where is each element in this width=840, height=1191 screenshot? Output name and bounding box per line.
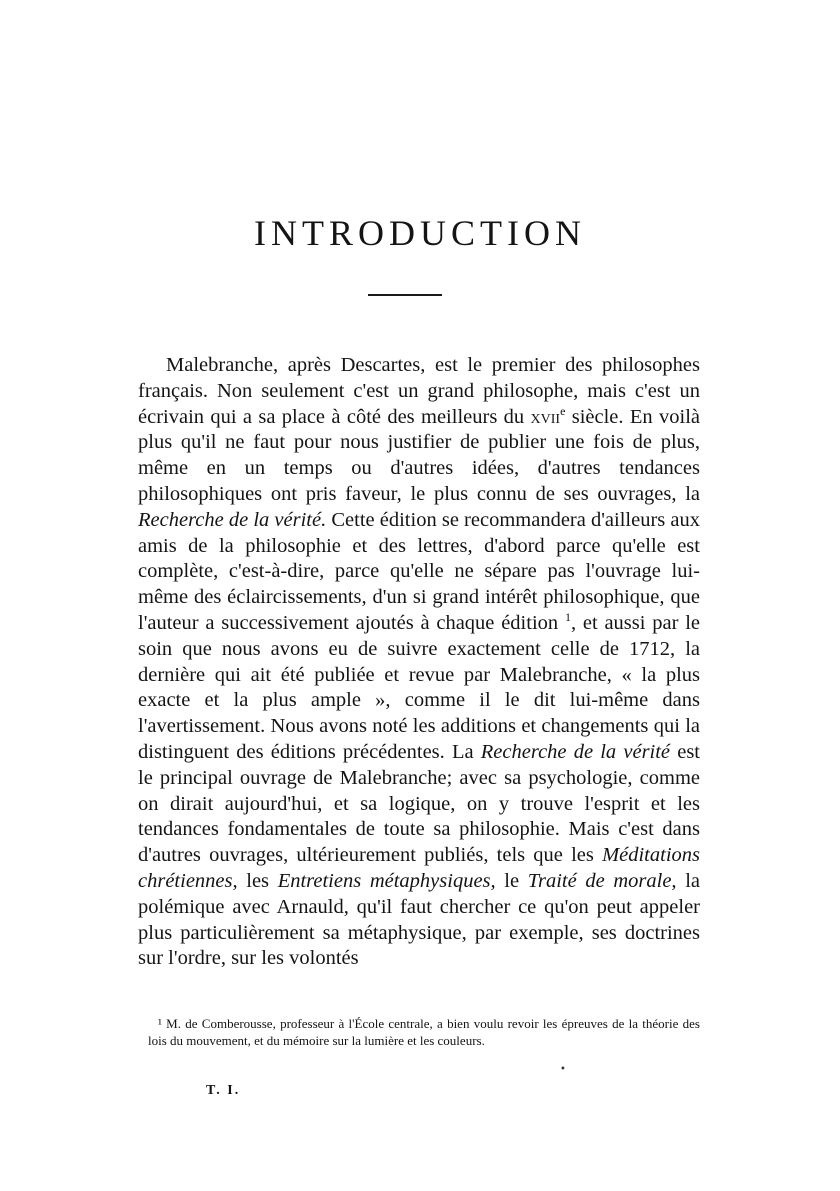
work-title: Méditations chrétiennes, <box>138 844 700 892</box>
text-run: est le principal ouvrage de Malebranche; avec sa psychologie, comme on dirait aujourd'hui, et sa logique, on y trouve l'esprit et les tendances fondamentales de toute sa philosophie. Mais c'est dans d'autres ouvrages, ultérieurement publiés, tels que les <box>138 740 701 867</box>
text-run: Cette édition se recommandera d'ailleurs aux amis de la philosophie et des lettres, d'abord parce qu'elle est complète, c'est-à-dire, parce qu'elle ne sépare pas l'ouvrage lui-même des éclaircissements, d'un si grand intérêt philosophique, que l'auteur a successivement ajoutés à chaque édition <box>138 508 700 634</box>
text-run: siècle. En voilà plus qu'il ne faut pour nous justifier de publier une fois de plus, même en un temps ou d'autres idées, d'autres tendances philosophiques ont pris faveur, le plus connu de ses ouvrages, la <box>138 405 700 505</box>
chapter-title: INTRODUCTION <box>254 213 586 253</box>
text-run: Malebranche, après Descartes, est le premier des philosophes français. Non seulement c'est un grand philosophe, mais c'est un écrivain qui a sa place à côté des meilleurs du <box>138 354 700 428</box>
title-rule <box>368 294 442 296</box>
work-title: Entretiens métaphysiques, <box>277 869 496 892</box>
signature-mark: T. I. <box>206 1083 241 1098</box>
text-run: les <box>237 869 278 892</box>
footnote-1 <box>148 1015 700 1049</box>
introduction-paragraph <box>138 353 700 972</box>
footnote-reference[interactable]: 1 <box>564 610 571 625</box>
body-text <box>138 353 700 972</box>
century-numeral: xvii <box>530 405 561 428</box>
text-run: , et aussi par le soin que nous avons eu de suivre exactement celle de 1712, la dernière qui ait été publiée et revue par Malebranche, « la plus exacte et la plus ample », comme il le dit lui-même dans l'avertissement. Nous avons noté les additions et changements qui la distinguent des éditions précédentes. La <box>138 611 701 763</box>
work-title: Traité de morale, <box>527 869 677 892</box>
text-run: le <box>495 869 528 892</box>
century-superscript: e <box>560 403 566 418</box>
work-title: Recherche de la vérité. <box>138 508 327 531</box>
print-speck: • <box>560 1064 566 1075</box>
footnotes <box>148 1015 700 1049</box>
text-run: la polémique avec Arnauld, qu'il faut chercher ce qu'on peut appeler plus particulièrement sa métaphysique, par exemple, ses doctrines sur l'ordre, sur les volontés <box>138 869 700 970</box>
work-title: Recherche de la vérité <box>480 740 671 763</box>
footnote-text: M. de Comberousse, professeur à l'École centrale, a bien voulu revoir les épreuves de la théorie des lois du mouvement, et du mémoire sur la lumière et les couleurs. <box>148 1016 700 1048</box>
footnote-marker: ¹ <box>158 1016 162 1031</box>
